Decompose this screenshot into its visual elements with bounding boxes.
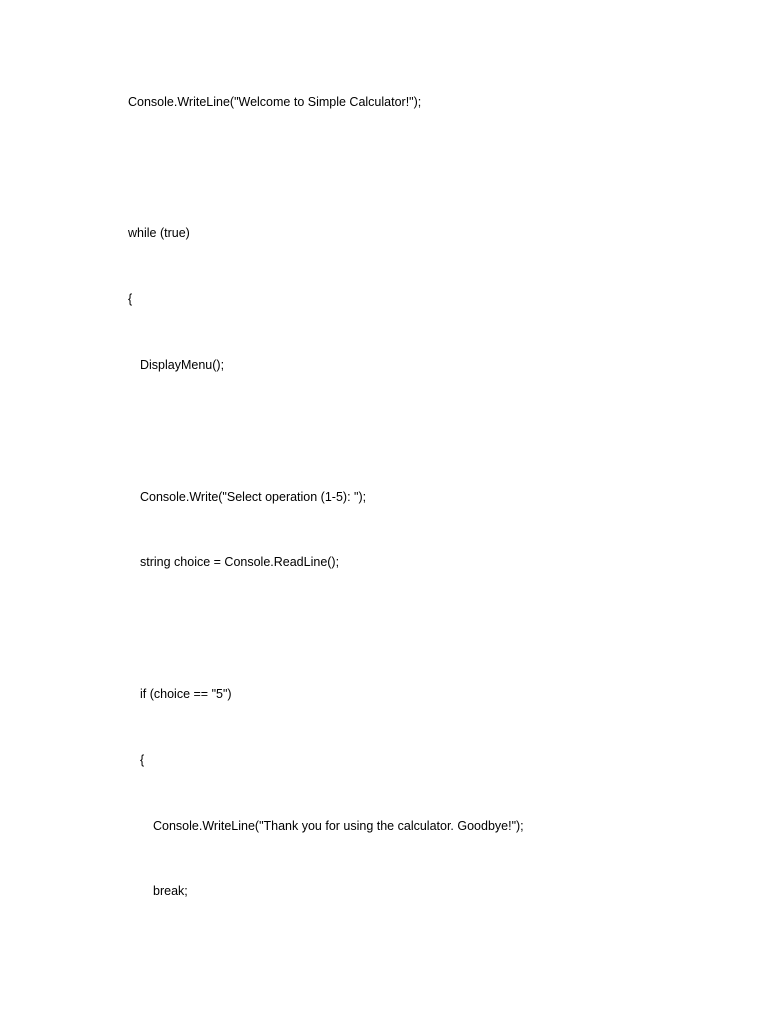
code-line-break: break; <box>153 884 188 898</box>
code-line-read-choice: string choice = Console.ReadLine(); <box>140 555 340 569</box>
code-line-welcome: Console.WriteLine("Welcome to Simple Calculator!"); <box>128 95 422 109</box>
code-line-open-brace: { <box>128 292 133 306</box>
code-line-inner-open-brace: { <box>140 753 145 767</box>
code-line-goodbye: Console.WriteLine("Thank you for using the calculator. Goodbye!"); <box>153 819 524 833</box>
code-line-display-menu: DisplayMenu(); <box>140 358 225 372</box>
code-line-select-operation: Console.Write("Select operation (1-5): "); <box>140 490 367 504</box>
code-line-if-choice: if (choice == "5") <box>140 687 232 701</box>
code-line-while: while (true) <box>128 226 190 240</box>
